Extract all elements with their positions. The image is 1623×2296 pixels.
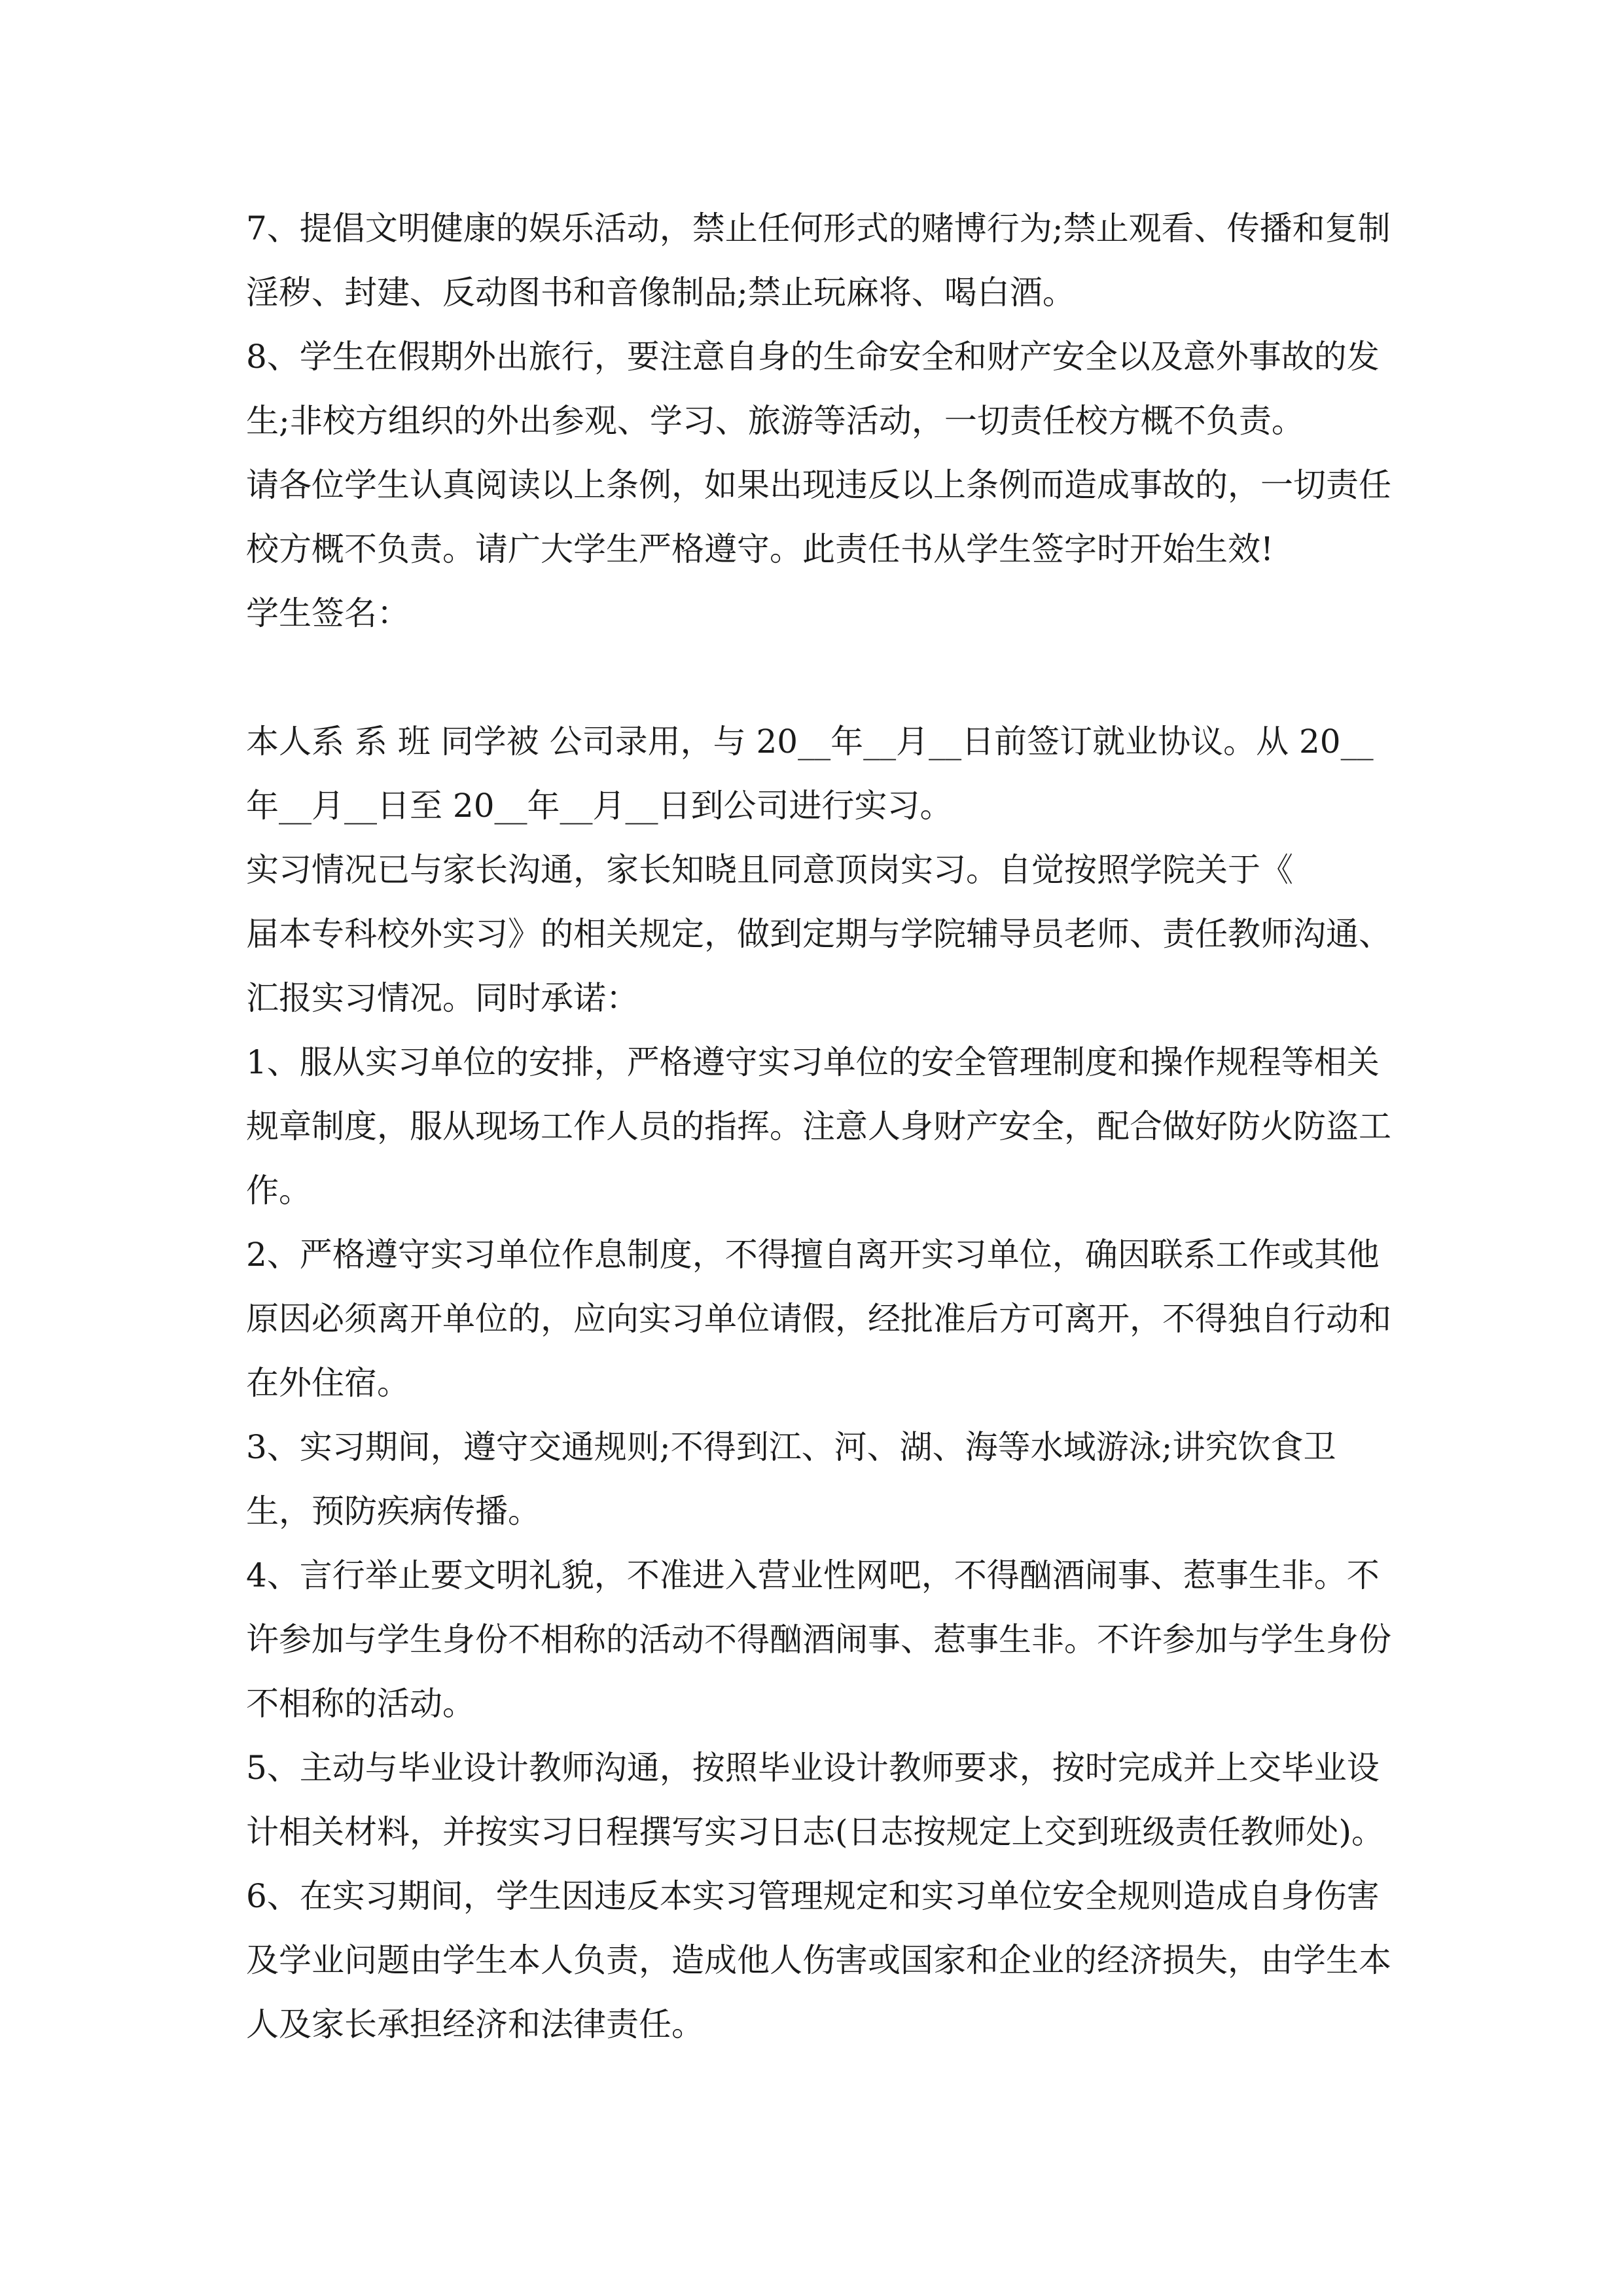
rule-item-7: 7、提倡文明健康的娱乐活动，禁止任何形式的赌博行为;禁止观看、传播和复制淫秽、封建、反动图书和音像制品;禁止玩麻将、喝白酒。 <box>246 209 1391 312</box>
section-safety-rules <box>246 196 1398 645</box>
pledge-item-2: 2、严格遵守实习单位作息制度，不得擅自离开实习单位，确因联系工作或其他原因必须离开单位的，应向实习单位请假，经批准后方可离开，不得独自行动和在外住宿。 <box>246 1236 1391 1402</box>
pledge-item-6: 6、在实习期间，学生因违反本实习管理规定和实习单位安全规则造成自身伤害及学业问题由学生本人负责，造成他人伤害或国家和企业的经济损失，由学生本人及家长承担经济和法律责任。 <box>246 1877 1391 2043</box>
pledge-item-3: 3、实习期间，遵守交通规则;不得到江、河、湖、海等水域游泳;讲究饮食卫生，预防疾病传播。 <box>246 1428 1336 1530</box>
pledge-statement: 实习情况已与家长沟通，家长知晓且同意顶岗实习。自觉按照学院关于《 <box>246 851 1293 889</box>
pledge-intro: 本人系 系 班 同学被 公司录用，与 20__年__月__日前签订就业协议。从 20__年__月__日至 20__年__月__日到公司进行实习。 <box>246 723 1374 825</box>
document-body <box>246 196 1398 2056</box>
pledge-item-5: 5、主动与毕业设计教师沟通，按照毕业设计教师要求，按时完成并上交毕业设计相关材料，并按实习日程撰写实习日志(日志按规定上交到班级责任教师处)。 <box>246 1749 1385 1851</box>
rule-item-8: 8、学生在假期外出旅行，要注意自身的生命安全和财产安全以及意外事故的发生;非校方组织的外出参观、学习、旅游等活动，一切责任校方概不负责。 <box>246 338 1380 440</box>
student-signature-label: 学生签名： <box>246 594 410 632</box>
section-gap <box>246 645 1398 709</box>
rule-notice: 请各位学生认真阅读以上条例，如果出现违反以上条例而造成事故的，一切责任校方概不负责。请广大学生严格遵守。此责任书从学生签字时开始生效! <box>246 466 1391 568</box>
pledge-statement-continued: 届本专科校外实习》的相关规定，做到定期与学院辅导员老师、责任教师沟通、汇报实习情况。同时承诺： <box>246 915 1391 1017</box>
pledge-item-4: 4、言行举止要文明礼貌，不准进入营业性网吧，不得酗酒闹事、惹事生非。不许参加与学生身份不相称的活动不得酗酒闹事、惹事生非。不许参加与学生身份不相称的活动。 <box>246 1556 1391 1723</box>
section-internship-pledge <box>246 709 1398 2056</box>
pledge-item-1: 1、服从实习单位的安排，严格遵守实习单位的安全管理制度和操作规程等相关规章制度，服从现场工作人员的指挥。注意人身财产安全，配合做好防火防盗工作。 <box>246 1043 1391 1210</box>
